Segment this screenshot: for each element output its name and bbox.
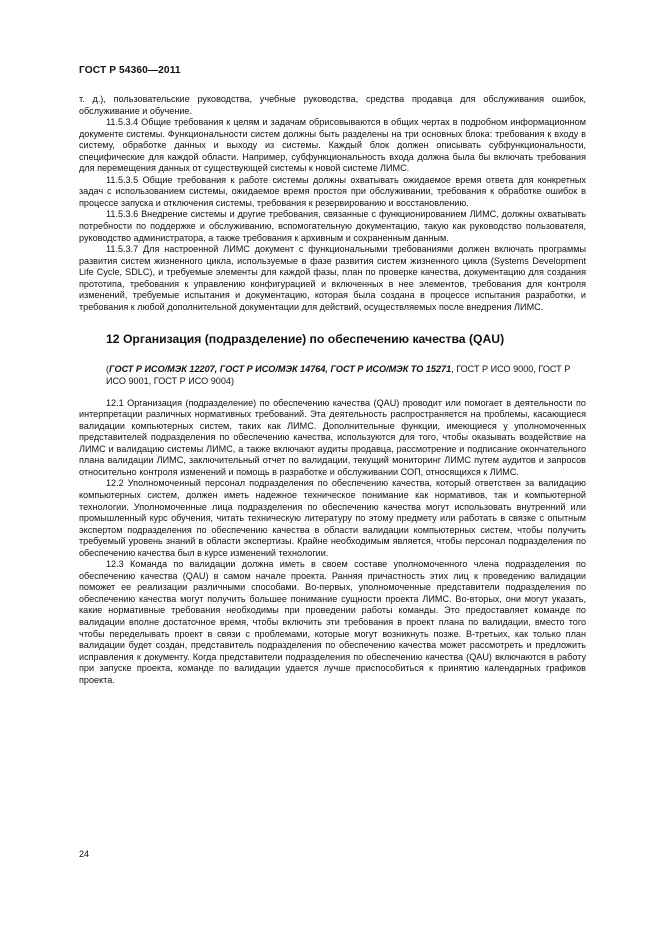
paragraph-11-5-3-4: 11.5.3.4 Общие требования к целям и задачам обрисовываются в общих чертах в подробном информационном документе системы. Функциональности систем должны быть разделены на три основных блока: требования к входу в систему, обработке данных и выходу из системы. Каждый блок должен описывать субфункциональности, специфические для каждой области. Например, субфункциональность входа должна была бы включать требования для перемещения данных от существующей системы к новой системе ЛИМС. bbox=[79, 117, 586, 174]
page-number: 24 bbox=[79, 849, 90, 859]
document-header: ГОСТ Р 54360—2011 bbox=[79, 65, 181, 76]
refs-rest: , ГОСТ Р ИСО 9000, ГОСТ Р ИСО 9001, ГОСТ Р ИСО 9004) bbox=[106, 364, 571, 386]
paragraph-11-5-3-5: 11.5.3.5 Общие требования к работе системы должны охватывать ожидаемое время ответа для конкретных задач с использованием системы, ожидаемое время простоя при обслуживании, требования к обработке ошибок в процессе запуска и отключения системы, требования к резервированию и восстановлению. bbox=[79, 174, 586, 208]
refs-bold: ГОСТ Р ИСО/МЭК 12207, ГОСТ Р ИСО/МЭК 14764, ГОСТ Р ИСО/МЭК ТО 15271 bbox=[109, 364, 452, 375]
page-body bbox=[79, 94, 586, 686]
paragraph-12-1: 12.1 Организация (подразделение) по обеспечению качества (QAU) проводит или помогает в деятельности по интерпретации различных нормативных требований. Эта деятельность распространяется на проблемы, касающиеся валидации компьютерных систем, таких как ЛИМС. Дополнительные функции, имеющиеся у уполномоченных представителей подразделения по обеспечению качества, используются для того, чтобы оказывать воздействие на ЛИМС и валидацию системы ЛИМС, а также включают аудиты продавца, рассмотрение и подписание окончательного плана валидации ЛИМС, заключительный отчет по валидации, текущий мониторинг ЛИМС путем аудитов и запросов относительно контроля изменений и помощь в разработке и обслуживании СОП, относящихся к ЛИМС. bbox=[79, 397, 586, 477]
section-references bbox=[79, 364, 586, 387]
paragraph-11-5-3-6: 11.5.3.6 Внедрение системы и другие требования, связанные с функционированием ЛИМС, должны охватывать потребности по поддержке и обслуживанию, вспомогательную документацию, такую как руководство пользователя, руководство администратора, а также требования к архивным и сохраненным данным. bbox=[79, 209, 586, 243]
paragraph-12-3: 12.3 Команда по валидации должна иметь в своем составе уполномоченного члена подразделения по обеспечению качества (QAU) в самом начале проекта. Ранняя причастность этих лиц к проведению валидации поможет ее реализации различными способами. Во-первых, уполномоченные представители подразделения по обеспечению качества могут получить большее понимание сущности проекта ЛИМС. Во-вторых, они могут указать, какие нормативные требования необходимы при проведении работы команды. Это предоставляет команде по валидации вполне достаточное время, чтобы включить эти требования в проект плана по валидации, вместо того чтобы переделывать проект в связи с проблемами, которые могут возникнуть позже. В-третьих, как только план валидации будет создан, представитель подразделения по обеспечению качества может рассмотреть и предложить исправления к документу. Когда представители подразделения по обеспечению качества (QAU) включаются в работу при запуске проекта, команде по валидации удается лучше приспособиться к принятию календарных графиков проекта. bbox=[79, 559, 586, 685]
section-title: 12 Организация (подразделение) по обеспечению качества (QAU) bbox=[106, 332, 505, 347]
paragraph-12-2: 12.2 Уполномоченный персонал подразделения по обеспечению качества, который ответствен за валидацию компьютерных систем, должен иметь надежное техническое понимание как нормативов, так и компьютерной технологии. Уполномоченные лица подразделения по обеспечению качества могут использовать внутренний или промышленный курс обучения, читать техническую литературу по этому предмету или работать в связке с опытным экспертом подразделения по обеспечению качества в области валидации компьютерных систем, чтобы получить требуемый уровень знаний в области экспертизы. Крайне необходимым является, чтобы персонал подразделения по обеспечению качества был в курсе изменений технологии. bbox=[79, 478, 586, 558]
refs-open: ( bbox=[106, 364, 110, 375]
paragraph-11-5-3-7: 11.5.3.7 Для настроенной ЛИМС документ с функциональными требованиями должен включать программы развития систем жизненного цикла, используемые в фазе развития систем жизненного цикла (Systems Development Life Cycle, SDLC), и требуемые элементы для каждой фазы, план по проверке качества, документацию для создания прототипа, требования к управлению конфигурацией и включенных в нее элементов, требования для контроля изменений, требуемые испытания и документацию, которая была создана в процессе испытания разработки, и требования к любой дополнительной документации для действий, осуществляемых после внедрения ЛИМС. bbox=[79, 244, 586, 312]
paragraph-continuation: т. д.), пользовательские руководства, учебные руководства, средства продавца для обслуживания ошибок, обслуживание и обучение. bbox=[79, 94, 586, 116]
